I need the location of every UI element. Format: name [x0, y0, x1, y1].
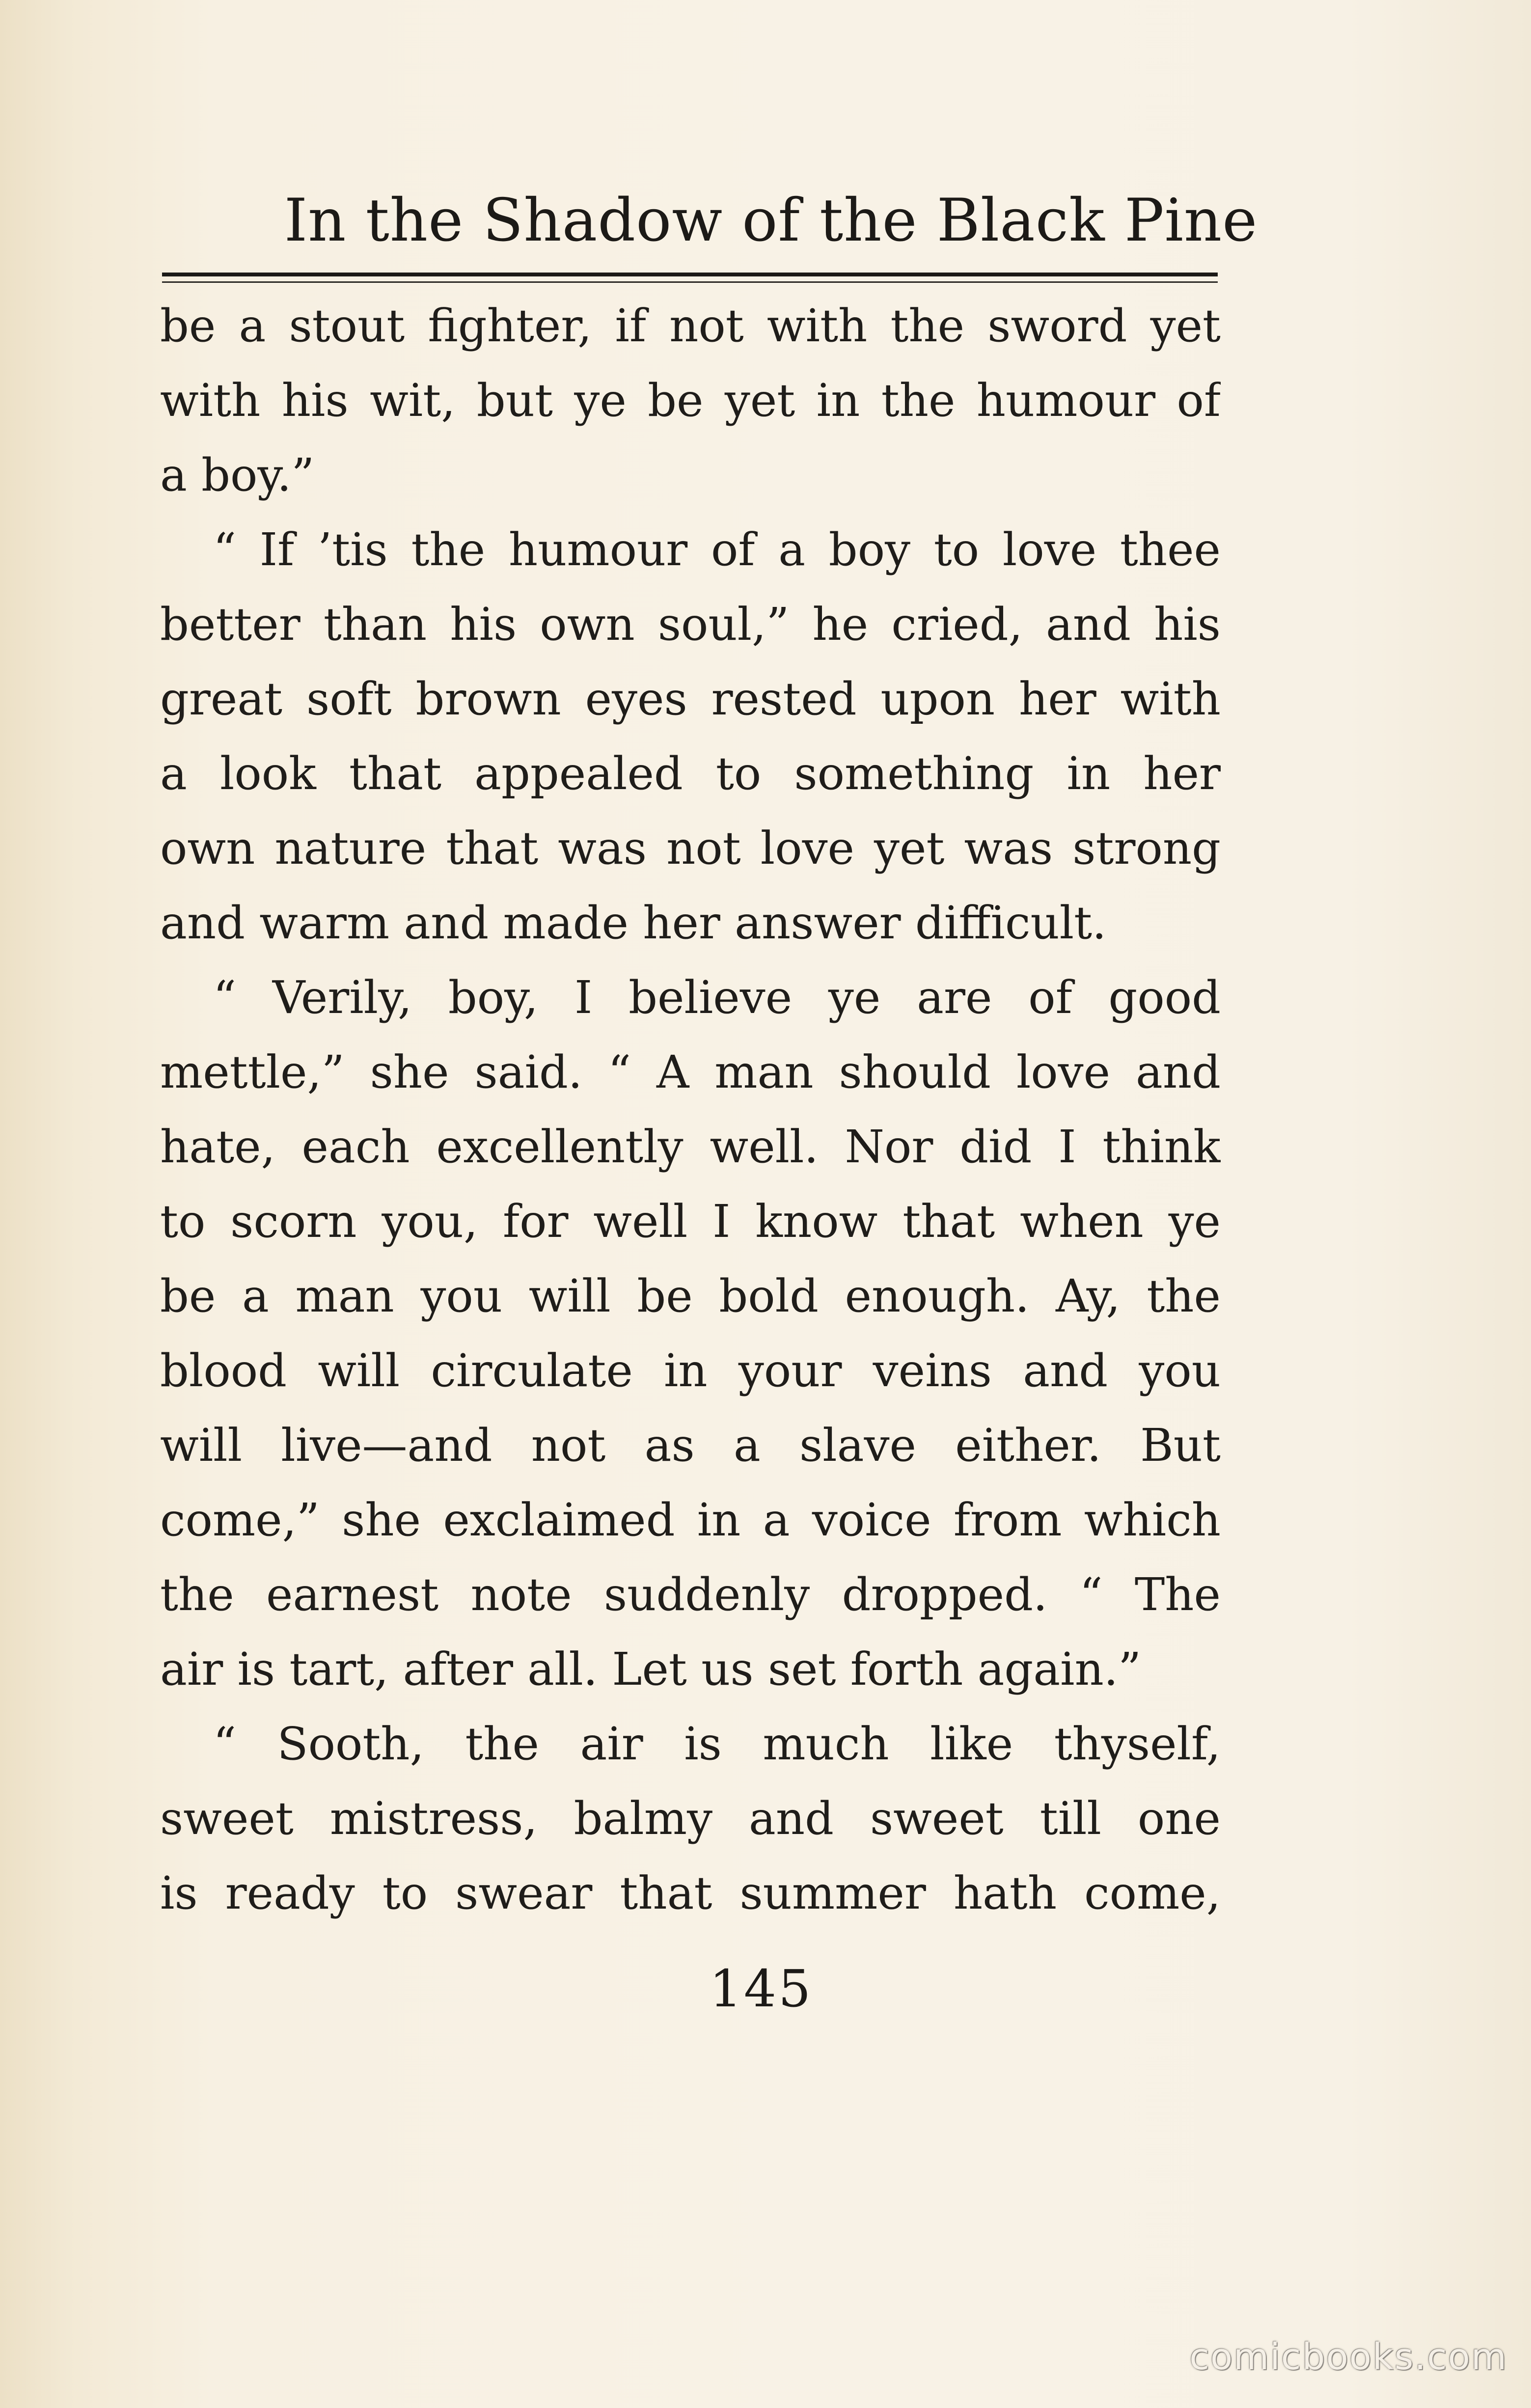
text-line: “ Verily, boy, I believe ye are of good [213, 971, 1221, 1024]
text-line: will live—and not as a slave either. But [160, 1419, 1221, 1472]
header-rule-thick [162, 273, 1218, 276]
text-line: to scorn you, for well I know that when ye [160, 1195, 1221, 1248]
watermark: comicbooks.com [1189, 2336, 1507, 2378]
text-line: a look that appealed to something in her [160, 747, 1221, 800]
text-line: a boy.” [160, 449, 315, 501]
text-line: and warm and made her answer difficult. [160, 897, 1107, 949]
text-line: own nature that was not love yet was strong [160, 822, 1221, 875]
text-line: the earnest note suddenly dropped. “ The [160, 1568, 1221, 1621]
text-line: is ready to swear that summer hath come, [160, 1867, 1221, 1919]
body-text [160, 289, 1221, 1931]
text-line: sweet mistress, balmy and sweet till one [160, 1792, 1221, 1845]
text-line: hate, each excellently well. Nor did I think [160, 1121, 1221, 1173]
text-line: with his wit, but ye be yet in the humour of [160, 374, 1221, 427]
text-line: better than his own soul,” he cried, and his [160, 598, 1221, 651]
text-line: be a stout fighter, if not with the sword yet [160, 300, 1221, 352]
text-line: air is tart, after all. Let us set forth again.” [160, 1643, 1142, 1696]
text-line: mettle,” she said. “ A man should love and [160, 1046, 1221, 1098]
text-line: great soft brown eyes rested upon her with [160, 673, 1221, 725]
running-head: In the Shadow of the Black Pine [284, 187, 1258, 255]
text-line: “ If ’tis the humour of a boy to love thee [213, 523, 1221, 576]
text-line: come,” she exclaimed in a voice from which [160, 1494, 1221, 1546]
text-line: blood will circulate in your veins and you [160, 1344, 1221, 1397]
text-line: be a man you will be bold enough. Ay, the [160, 1270, 1221, 1322]
page-number: 145 [709, 1959, 813, 2019]
text-line: “ Sooth, the air is much like thyself, [213, 1718, 1221, 1770]
header-rule-thin [162, 281, 1218, 283]
